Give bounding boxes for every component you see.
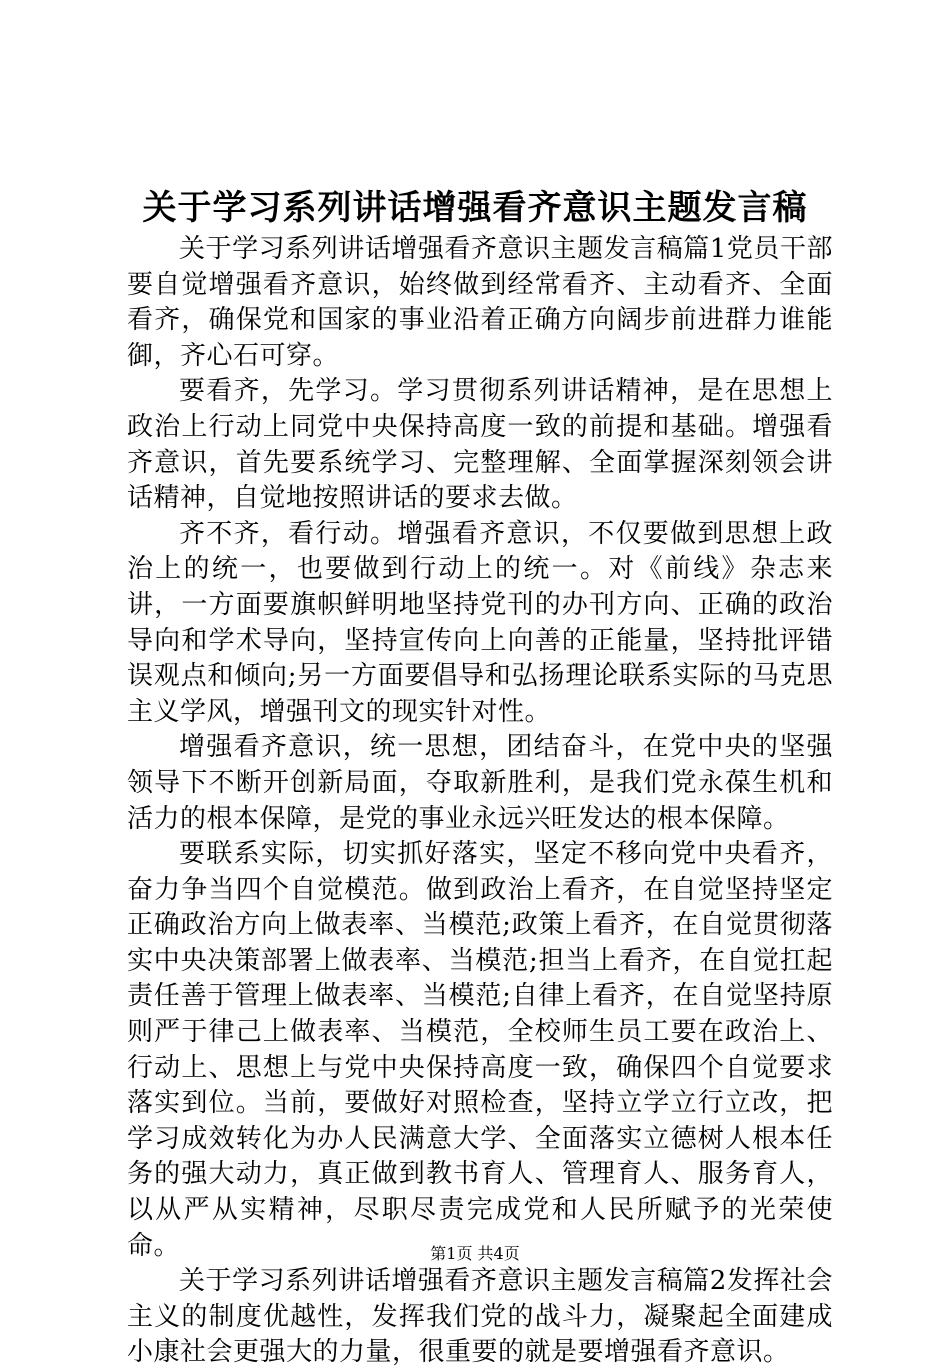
- page-footer: 第1页 共4页: [430, 1244, 520, 1263]
- document-body: [127, 232, 833, 1371]
- paragraph-5: 要联系实际，切实抓好落实，坚定不移向党中央看齐，奋力争当四个自觉模范。做到政治上看齐，在自觉坚持坚定正确政治方向上做表率、当模范;政策上看齐，在自觉贯彻落实中央决策部署上做表率、当模范;担当上看齐，在自觉扛起责任善于管理上做表率、当模范;自律上看齐，在自觉坚持原则严于律己上做表率、当模范，全校师生员工要在政治上、行动上、思想上与党中央保持高度一致，确保四个自觉要求落实到位。当前，要做好对照检查，坚持立学立行立改，把学习成效转化为办人民满意大学、全面落实立德树人根本任务的强大动力，真正做到教书育人、管理育人、服务育人，以从严从实精神，尽职尽责完成党和人民所赋予的光荣使命。: [127, 839, 833, 1261]
- document-title: 关于学习系列讲话增强看齐意识主题发言稿: [142, 188, 808, 228]
- paragraph-6: 关于学习系列讲话增强看齐意识主题发言稿篇2发挥社会主义的制度优越性，发挥我们党的战斗力，凝聚起全面建成小康社会更强大的力量，很重要的就是要增强看齐意识。: [127, 1266, 833, 1368]
- paragraph-4: 增强看齐意识，统一思想，团结奋斗，在党中央的坚强领导下不断开创新局面，夺取新胜利，是我们党永葆生机和活力的根本保障，是党的事业永远兴旺发达的根本保障。: [127, 732, 833, 834]
- paragraph-3: 齐不齐，看行动。增强看齐意识，不仅要做到思想上政治上的统一，也要做到行动上的统一。对《前线》杂志来讲，一方面要旗帜鲜明地坚持党刊的办刊方向、正确的政治导向和学术导向，坚持宣传向上向善的正能量，坚持批评错误观点和倾向;另一方面要倡导和弘扬理论联系实际的马克思主义学风，增强刊文的现实针对性。: [127, 518, 833, 727]
- paragraph-1: 关于学习系列讲话增强看齐意识主题发言稿篇1党员干部要自觉增强看齐意识，始终做到经常看齐、主动看齐、全面看齐，确保党和国家的事业沿着正确方向阔步前进群力谁能御，齐心石可穿。: [127, 234, 833, 371]
- paragraph-2: 要看齐，先学习。学习贯彻系列讲话精神，是在思想上政治上行动上同党中央保持高度一致的前提和基础。增强看齐意识，首先要系统学习、完整理解、全面掌握深刻领会讲话精神，自觉地按照讲话的要求去做。: [127, 376, 833, 514]
